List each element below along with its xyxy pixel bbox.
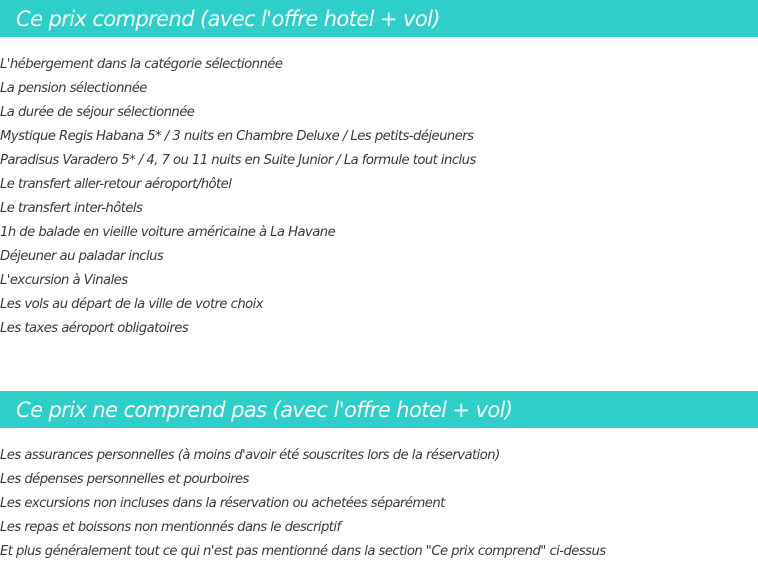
list-item: Les vols au départ de la ville de votre choix (0, 297, 264, 312)
list-item: Les assurances personnelles (à moins d'avoir été souscrites lors de la réservation) (0, 448, 500, 463)
list-item: L'hébergement dans la catégorie sélectionnée (0, 57, 283, 72)
list-item: Mystique Regis Habana 5* / 3 nuits en Chambre Deluxe / Les petits-déjeuners (0, 129, 474, 144)
list-item: Et plus généralement tout ce qui n'est pas mentionné dans la section "Ce prix comprend" ci-dessus (0, 544, 606, 559)
list-item: Les excursions non incluses dans la réservation ou achetées séparément (0, 496, 445, 511)
list-item: La pension sélectionnée (0, 81, 147, 96)
list-item: Déjeuner au paladar inclus (0, 249, 164, 264)
includes-section-header (0, 0, 758, 37)
includes-section-title: Ce prix comprend (avec l'offre hotel + vol) (16, 6, 440, 31)
list-item: Paradisus Varadero 5* / 4, 7 ou 11 nuits en Suite Junior / La formule tout inclus (0, 153, 476, 168)
excludes-list (0, 444, 606, 564)
list-item: Le transfert aller-retour aéroport/hôtel (0, 177, 232, 192)
list-item: Les taxes aéroport obligatoires (0, 321, 189, 336)
list-item: La durée de séjour sélectionnée (0, 105, 195, 120)
list-item: Les dépenses personnelles et pourboires (0, 472, 249, 487)
excludes-section-title: Ce prix ne comprend pas (avec l'offre hotel + vol) (16, 397, 513, 422)
list-item: Les repas et boissons non mentionnés dans le descriptif (0, 520, 341, 535)
list-item: L'excursion à Vinales (0, 273, 128, 288)
excludes-section-header (0, 391, 758, 428)
includes-list (0, 53, 476, 341)
list-item: 1h de balade en vieille voiture américaine à La Havane (0, 225, 336, 240)
list-item: Le transfert inter-hôtels (0, 201, 143, 216)
